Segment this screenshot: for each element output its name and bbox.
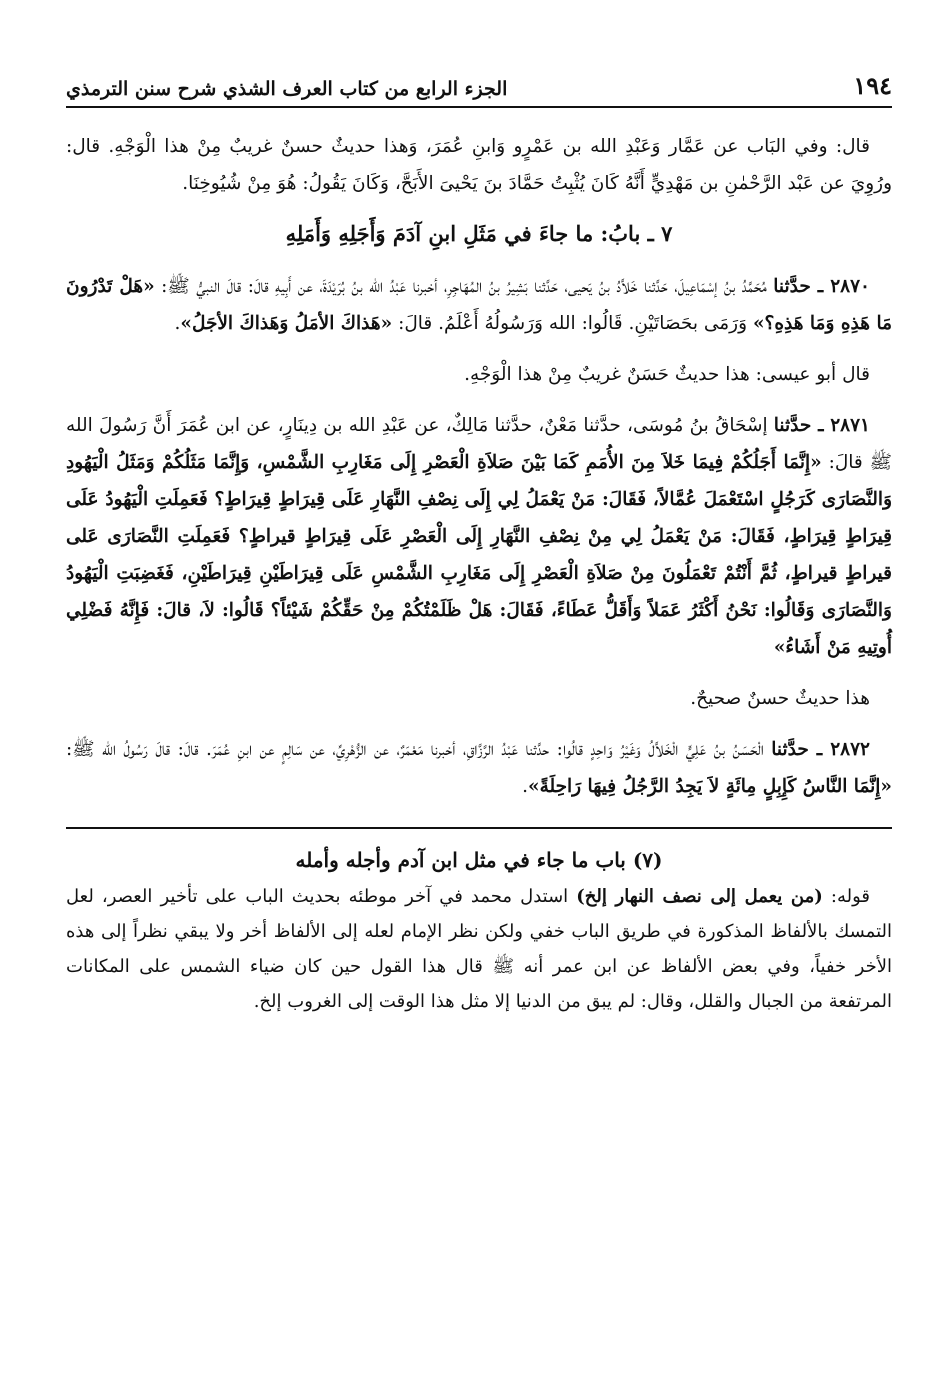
hadith-quote: «إِنَّمَا النَّاسُ كَإِبِلٍ مِائَةٍ لاَ يَجِدُ الرَّجُلُ فِيهَا رَاحِلَةً» <box>528 776 892 797</box>
hadith-text: إسْحَاقُ بنُ مُوسَى، حدَّثنا مَعْنٌ، حدَّثنا مَالِكٌ، عن عَبْدِ الله بن دِينَارٍ، عن ابن عُمَرَ أَنَّ رَسُولَ الله ﷺ قالَ: <box>66 415 892 473</box>
hadith-text: مُحَمَّدُ بنُ إسْمَاعِيلَ، حَدَّثنا خَلاَّدُ بنُ يَحيى، حَدَّثنا بَشِيرُ بنُ المُهَاجِرِ، أخبرنا عَبْدُ الله بنُ بُرَيْدَةَ، عن أَبِيهِ قالَ: قالَ النبيُّ ﷺ: <box>154 276 774 297</box>
page-number: ١٩٤ <box>853 71 892 100</box>
commentary-text <box>66 879 892 1019</box>
hadith-quote: «إِنَّمَا أَجَلُكُمْ فِيمَا خَلاَ مِنَ الأُمَمِ كَمَا بَيْنَ صَلاَةِ الْعَصْرِ إِلَى مَغَارِبِ الشَّمْسِ، وَإِنَّمَا مَثَلُكُمْ وَمَثَلُ الْيَهُودِ وَالنَّصَارَى كَرَجُلٍ اسْتَعْمَلَ عُمَّالاً، فَقَالَ: مَنْ يَعْمَلُ لِي إِلَى نِصْفِ النَّهَارِ عَلَى قِيرَاطٍ قِيرَاطٍ؟ فَعَمِلَتِ الْيَهُودُ عَلَى قِيرَاطٍ قِيرَاطٍ، فَقَالَ: مَنْ يَعْمَلُ لِي مِنْ نِصْفِ النَّهَارِ إِلَى الْعَصْرِ عَلَى قِيرَاطٍ قيراطٍ؟ فَعَمِلَتِ النَّصَارَى عَلى قيراطٍ قيراطٍ، ثُمَّ أَنْتُمْ تَعْمَلُونَ مِنْ صَلاَةِ الْعَصْرِ إِلَى مَغَارِبِ الشَّمْسِ عَلَى قِيرَاطَيْنِ قِيرَاطَيْنِ، فَغَضِبَتِ الْيَهُودُ وَالنَّصَارَى وَقَالُوا: نَحْنُ أَكْثَرُ عَمَلاً وَأَقَلُّ عَطَاءً، فَقَالَ: هَلْ ظَلَمْتُكُمْ مِنْ حَقِّكُمْ شَيْئاً؟ قَالُوا: لاَ، قالَ: فَإِنَّهُ فَضْلِي أُوتِيهِ مَنْ أَشَاءُ» <box>66 452 892 658</box>
running-title: الجزء الرابع من كتاب العرف الشذي شرح سنن الترمذي <box>66 78 508 100</box>
hadith-2870 <box>66 268 892 342</box>
grade-statement: هذا حديثٌ حسنٌ صحيحٌ. <box>690 688 870 709</box>
hadith-quote: «هَلْ تَدْرُونَ مَا هَذِهِ وَمَا هَذِهِ؟» <box>66 276 892 334</box>
hadith-quote: «هَذاكَ الأمَلُ وَهَذاكَ الأجَلُ» <box>180 313 393 334</box>
page-header <box>66 60 892 108</box>
hadith-2872 <box>66 731 892 805</box>
punctuation: . <box>522 776 528 797</box>
grade-statement: قال أبو عيسى: هذا حديثٌ حَسَنٌ غريبٌ مِنْ هذا الْوَجْهِ. <box>464 364 870 385</box>
hadith-number: ٢٨٧٢ ـ حدَّثنا <box>771 739 870 760</box>
hadith-text: وَرَمَى بحَصَاتَيْنِ. قَالُوا: الله وَرَسُولُهُ أَعْلَمُ. قالَ: <box>392 313 753 334</box>
footnote-divider <box>66 827 892 829</box>
commentary-body: استدل محمد في آخر موطئه بحديث الباب على تأخير العصر، لعل التمسك بالألفاظ المذكورة في طريق الباب خفي ولكن نظر الإمام لعله إلى الألفاظ أخر ولا يبقي نظراً إلى هذه الأخر خفياً، وفي بعض الألفاظ عن ابن عمر أنه ﷺ قال هذا القول حين كان ضياء الشمس على المكانات المرتفعة من الجبال والقلل، وقال: لم يبق من الدنيا إلا مثل هذا الوقت إلى الغروب إلخ. <box>66 886 892 1012</box>
commentary-title: (٧) باب ما جاء في مثل ابن آدم وأجله وأمله <box>295 848 663 872</box>
hadith-2871 <box>66 407 892 666</box>
page <box>66 60 892 1019</box>
hadith-number: ٢٨٧٠ ـ حدَّثنا <box>773 276 870 297</box>
commentary-lead: قوله: <box>822 886 870 907</box>
punctuation: . <box>174 313 181 334</box>
commentary-quote: (من يعمل إلى نصف النهار إلخ) <box>576 886 823 907</box>
hadith-text: الْحَسَنُ بنُ عَلِيٍّ الْخَلاَّلُ وَغَيْرُ وَاحِدٍ قالُوا: حدَّثنا عَبْدُ الرَّزَّاقِ، أخبرنا مَعْمَرٌ، عن الزُّهْرِيِّ، عن سَالِمٍ عن ابنِ عُمَرَ. قالَ: قالَ رَسُولُ الله ﷺ: <box>66 739 772 760</box>
chapter-title: ٧ ـ بابُ: ما جاءَ في مَثَلِ ابنِ آدَمَ وَأَجَلِهِ وَأَمَلِهِ <box>285 221 673 246</box>
paragraph-intro: قال: وفي البَاب عن عَمَّار وَعَبْدِ الله بن عَمْرٍو وَابنِ عُمَرَ، وَهذا حديثٌ حسنٌ غريبٌ مِنْ هذا الْوَجْهِ. قال: ورُوِيَ عن عَبْد الرَّحْمٰنِ بن مَهْدِيٍّ أَنَّهُ كَانَ يُثْبِتُ حَمَّادَ بنَ يَحْيىَ الأَبَحَّ، وَكَانَ يَقُولُ: هُوَ مِنْ شُيُوخِنَا. <box>66 136 892 194</box>
hadith-number: ٢٨٧١ ـ حدَّثنا <box>773 415 870 436</box>
commentary-section <box>66 841 892 1019</box>
